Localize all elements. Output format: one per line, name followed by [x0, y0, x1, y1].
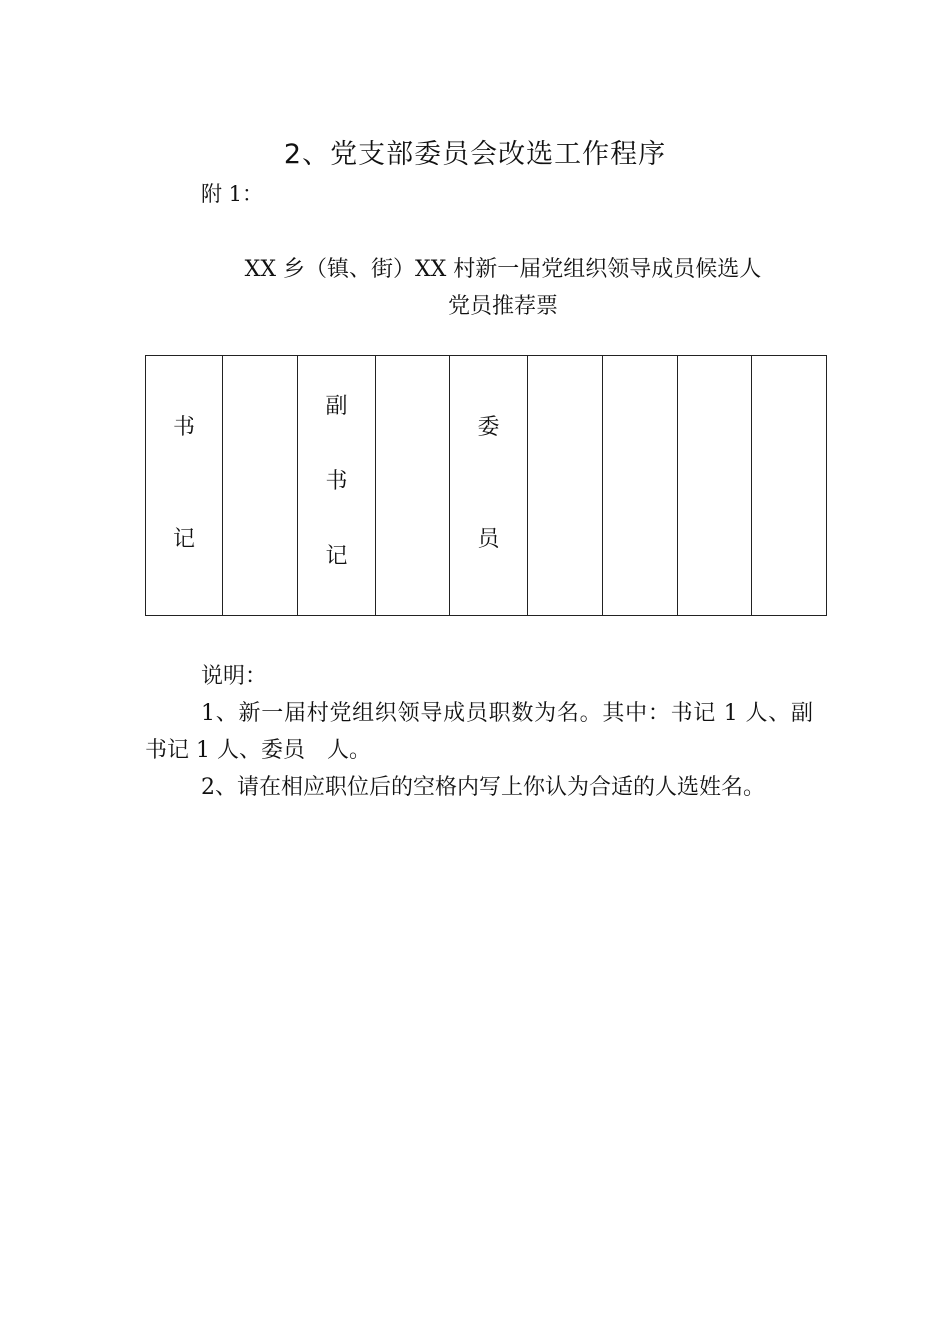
ballot-title-line-1: XX 乡（镇、街）XX 村新一届党组织领导成员候选人	[244, 257, 762, 282]
notes-item-1: 1、新一届村党组织领导成员职数为名。其中：书记 1 人、副书记 1 人、委员 人。	[145, 701, 813, 763]
secretary-label: 书记	[172, 414, 195, 552]
member-label: 委员	[477, 414, 500, 552]
notes-section	[145, 658, 813, 806]
deputy-secretary-label-cell	[298, 356, 376, 616]
member-name-blank-1[interactable]	[528, 356, 603, 616]
ballot-table	[145, 355, 827, 616]
member-name-blank-4[interactable]	[752, 356, 827, 616]
page-heading: 2、党支部委员会改选工作程序	[283, 139, 667, 170]
secretary-label-cell	[146, 356, 223, 616]
notes-item-2: 2、请在相应职位后的空格内写上你认为合适的人选姓名。	[201, 775, 765, 800]
notes-title: 说明：	[201, 664, 268, 689]
secretary-name-blank[interactable]	[223, 356, 298, 616]
deputy-secretary-label: 副书记	[325, 394, 348, 569]
member-name-blank-3[interactable]	[678, 356, 752, 616]
ballot-title-line-2: 党员推荐票	[447, 294, 558, 319]
attachment-label: 附 1：	[201, 182, 264, 206]
member-name-blank-2[interactable]	[603, 356, 678, 616]
member-label-cell	[450, 356, 528, 616]
ballot-row	[146, 356, 827, 616]
deputy-secretary-name-blank[interactable]	[376, 356, 450, 616]
